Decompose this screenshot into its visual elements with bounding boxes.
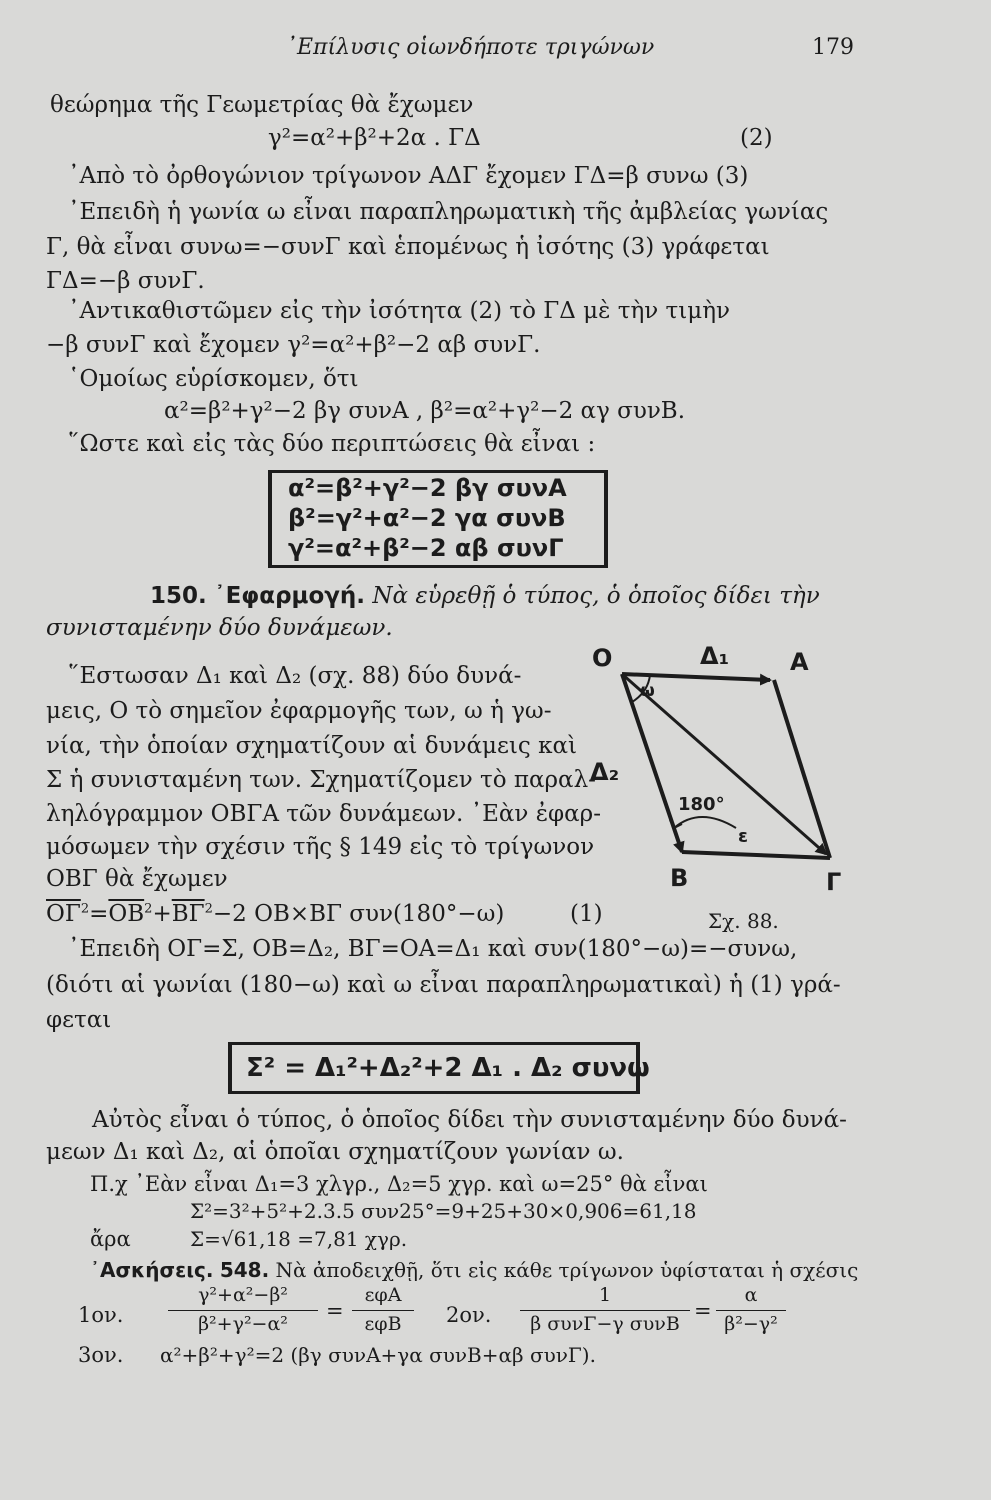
fraction-numerator: εφΑ <box>364 1284 402 1306</box>
text-line: Γ, θὰ εἶναι συνω=−συνΓ καὶ ἑπομένως ἡ ἰσότης (3) γράφεται <box>46 234 770 260</box>
exercise-text: Νὰ ἀποδειχθῇ, ὅτι εἰς κάθε τρίγωνον ὑφίσταται ἡ σχέσις <box>275 1258 859 1282</box>
label-g: Γ <box>826 868 842 896</box>
box-formula: β²=γ²+α²−2 γα συνΒ <box>288 504 566 532</box>
text-line: ᾿Επειδὴ ἡ γωνία ω εἶναι παραπληρωματικὴ τῆς ἀμβλείας γωνίας <box>68 199 829 225</box>
resultant-formula-box: Σ² = Δ₁²+Δ₂²+2 Δ₁ . Δ₂ συνω <box>228 1042 640 1094</box>
text-line: μόσωμεν τὴν σχέσιν τῆς § 149 εἰς τὸ τρίγωνον <box>46 834 595 860</box>
text-line: ᾿Απὸ τὸ ὀρθογώνιον τρίγωνον ΑΔΓ ἔχομεν ΓΔ=β συνω (3) <box>68 163 749 189</box>
segment-ob: $\overline{OB}$ <box>108 901 145 927</box>
fraction-numerator: 1 <box>598 1284 612 1306</box>
running-header: ᾿Επίλυσις οἱωνδήποτε τριγώνων <box>286 35 655 60</box>
label-d1: Δ₁ <box>700 642 730 670</box>
fraction-bar <box>716 1310 786 1311</box>
exercise-number: 548. <box>219 1258 270 1282</box>
text-line: ΓΔ=−β συνΓ. <box>46 268 205 294</box>
box-formula: α²=β²+γ²−2 βγ συνΑ <box>288 474 567 502</box>
equals: = <box>89 901 109 927</box>
equals: = <box>326 1299 344 1323</box>
label-o: Ο <box>592 644 613 672</box>
text-line: ΟΒΓ θὰ ἔχωμεν <box>46 866 228 892</box>
box-formula: γ²=α²+β²−2 αβ συνΓ <box>288 534 564 562</box>
text-line: Αὐτὸς εἶναι ὁ τύπος, ὁ ὁποῖος δίδει τὴν συνισταμένην δύο δυνά- <box>92 1107 847 1133</box>
text-line: ῞Ωστε καὶ εἰς τὰς δύο περιπτώσεις θὰ εἶναι : <box>68 431 596 457</box>
text-line: Σ ἡ συνισταμένη των. Σχηματίζομεν τὸ παραλ- <box>46 767 596 793</box>
segment-og: $\overline{O\Gamma}$ <box>46 901 81 927</box>
section-label: ᾿Εφαρμογή. <box>214 583 366 609</box>
label-omega: ω <box>640 681 655 701</box>
equation-rest: −2 ΟΒ×ΒΓ συν(180°−ω) <box>212 901 505 927</box>
exercise-3-text: α²+β²+γ²=2 (βγ συνΑ+γα συνΒ+αβ συνΓ). <box>160 1343 596 1367</box>
text-line: −β συνΓ καὶ ἔχομεν γ²=α²+β²−2 αβ συνΓ. <box>46 332 541 358</box>
fraction-denominator: β²+γ²−α² <box>198 1313 288 1335</box>
text-line: ἄρα <box>90 1227 131 1251</box>
fraction-bar <box>168 1310 318 1311</box>
fraction-bar <box>520 1310 690 1311</box>
label-a: Α <box>790 648 809 676</box>
exercise-2-label: 2ον. <box>446 1303 492 1327</box>
equals: = <box>694 1299 712 1323</box>
text-line: Σ²=3²+5²+2.3.5 συν25°=9+25+30×0,906=61,18 <box>190 1199 697 1223</box>
page-number: 179 <box>812 35 854 60</box>
text-line: θεώρημα τῆς Γεωμετρίας θὰ ἔχωμεν <box>50 92 474 118</box>
fraction-numerator: α <box>744 1284 758 1306</box>
figure-caption: Σχ. 88. <box>708 909 779 933</box>
equation-number: (2) <box>740 125 773 151</box>
plus: + <box>152 901 172 927</box>
text-line: Σ=√61,18 =7,81 χγρ. <box>190 1227 408 1251</box>
exercises-label: ᾿Ασκήσεις. <box>90 1258 214 1282</box>
text-line: ῞Εστωσαν Δ₁ καὶ Δ₂ (σχ. 88) δύο δυνά- <box>68 663 522 689</box>
section-title: Νὰ εὑρεθῇ ὁ τύπος, ὁ ὁποῖος δίδει τὴν <box>372 583 820 609</box>
text-line: (διότι αἱ γωνίαι (180−ω) καὶ ω εἶναι παραπληρωματικαὶ) ἡ (1) γρά- <box>46 972 841 998</box>
fraction-denominator: β²−γ² <box>724 1313 778 1335</box>
side-bg <box>682 852 830 858</box>
equation-number: (1) <box>570 901 603 927</box>
law-of-cosines-box <box>268 470 608 568</box>
segment-bg: $\overline{B\Gamma}$ <box>171 901 205 927</box>
text-line: ᾿Επειδὴ ΟΓ=Σ, ΟΒ=Δ₂, ΒΓ=ΟΑ=Δ₁ καὶ συν(180°−ω)=−συνω, <box>68 936 798 962</box>
angle-arc-180 <box>674 817 736 828</box>
text-line: νία, τὴν ὁποίαν σχηματίζουν αἱ δυνάμεις καὶ <box>46 733 578 759</box>
label-d2: Δ₂ <box>590 758 620 786</box>
section-title-cont: συνισταμένην δύο δυνάμεων. <box>46 615 393 641</box>
section-number: 150. <box>150 583 207 609</box>
fraction-denominator: εφΒ <box>364 1313 402 1335</box>
label-b: Β <box>670 864 689 892</box>
fraction-denominator: β συνΓ−γ συνΒ <box>530 1313 680 1335</box>
label-180: 180° <box>678 794 725 815</box>
text-line: α²=β²+γ²−2 βγ συνΑ , β²=α²+γ²−2 αγ συνΒ. <box>164 398 686 424</box>
text-line: ᾿Αντικαθιστῶμεν εἰς τὴν ἰσότητα (2) τὸ ΓΔ μὲ τὴν τιμὴν <box>68 298 731 324</box>
equation-2: γ²=α²+β²+2α . ΓΔ <box>268 125 481 151</box>
text-line: Π.χ ᾿Εὰν εἶναι Δ₁=3 χλγρ., Δ₂=5 χγρ. καὶ ω=25° θὰ εἶναι <box>90 1172 708 1196</box>
parallelogram-figure <box>590 630 870 900</box>
exercise-1-label: 1ον. <box>78 1303 124 1327</box>
text-line: φεται <box>46 1007 112 1033</box>
force-d1-arrow <box>622 674 770 680</box>
text-line: μεις, Ο τὸ σημεῖον ἐφαρμογῆς των, ω ἡ γω- <box>46 698 552 724</box>
fraction-bar <box>352 1310 414 1311</box>
text-line: μεων Δ₁ καὶ Δ₂, αἱ ὁποῖαι σχηματίζουν γωνίαν ω. <box>46 1139 624 1165</box>
exercises-heading <box>90 1255 858 1285</box>
text-line: ληλόγραμμον ΟΒΓΑ τῶν δυνάμεων. ᾿Εὰν ἐφαρ- <box>46 801 601 827</box>
fraction-numerator: γ²+α²−β² <box>198 1284 288 1306</box>
exercise-3-label: 3ον. <box>78 1343 124 1367</box>
text-line: ῾Ομοίως εὑρίσκομεν, ὅτι <box>68 366 359 392</box>
section-heading <box>150 581 820 611</box>
label-epsilon: ε <box>738 826 749 847</box>
equation-1: $\overline{O\Gamma}^2=\overline{OB}^2+\overline{B\Gamma}^2-2$ ΟΒ×ΒΓ συν(180°−ω) <box>46 901 505 927</box>
